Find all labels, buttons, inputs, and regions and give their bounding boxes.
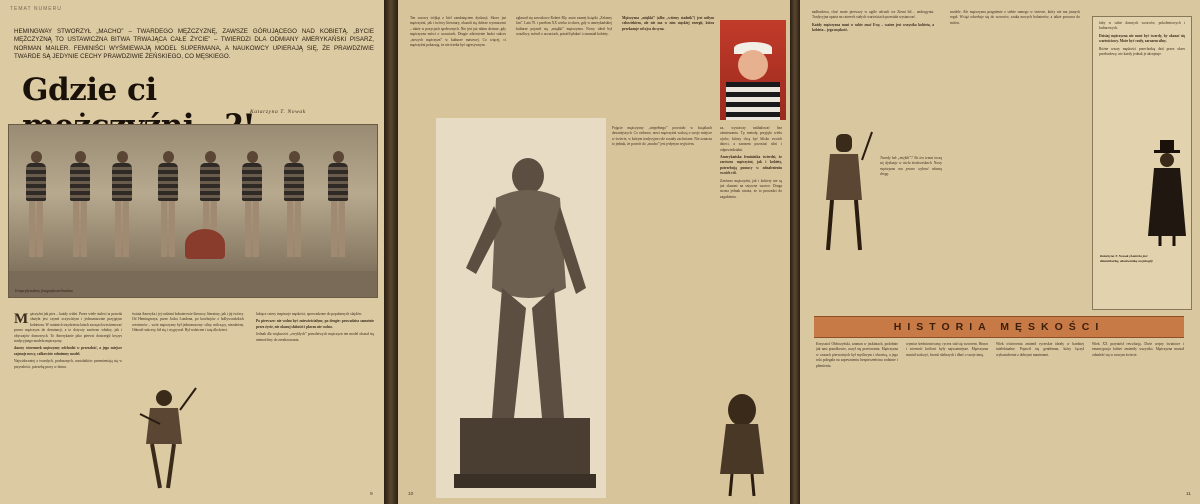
column-1-b (880, 156, 942, 306)
column-1-text-b: Twardy łub „miękki”? Na ten temat toczą się dyskusje w wielu środowiskach. Nowy mężczyzna ma prawo wybrać własną drogę. (880, 156, 942, 177)
baroque-gentleman-illustration (708, 394, 778, 498)
history-column-1 (816, 342, 898, 492)
column-1-text: Ten surowy trójkąt z biel zamknięciem dyskusji. Skoro już mężczyźni, jak i twórcy literatury, okazali się dobrze wyznaczeni – także w pozycjach społecznych. Nie jest już nikim dziwne, gdy mężczyzna mówi o uczuciach. Drugie zdziwienie budzi sukces „nowych mężczyzn” w kulturze masowej. Co więcej, ci mężczyźni pokazują, że nie trzeba być agresywnym. (410, 16, 506, 48)
page-9 (0, 0, 384, 504)
swimmer-figure (325, 151, 351, 259)
history-column-4 (1092, 342, 1184, 492)
swimmer-figure (155, 151, 181, 259)
page-10 (398, 0, 790, 504)
column-3-text: lubiące cztery inspiracje męskości, sprowadzone do popularnych slajdów. (256, 312, 363, 316)
swimmer-figure (239, 151, 265, 259)
column-2 (516, 16, 612, 116)
photo-caption: Grupa pływaków, fotografia archiwalna (15, 289, 73, 293)
knight-illustration (814, 130, 874, 254)
gentleman-in-coat-illustration (1146, 140, 1188, 248)
seated-swimmer (185, 229, 225, 259)
author-caption: Katarzyna T. Nowak (Autorka jest dziennikarką, absolwentką socjologii) (1100, 254, 1153, 263)
spread-gutter (384, 0, 398, 504)
column-1 (410, 16, 506, 116)
column-1-text: ężczyźni jak pies – każdy widzi. Przez wiele stuleci ta prawda służyła jest czymś oczywistym i jednoznacznie przyjętym kobietom. W ostatnich trzydziestu latach zaczęto kwestionować prawo mężczyzn do dominacji, a to dotyczy zarówno władzy, jak i obyczajów domowych. To Amerykanie jako pierwsi dostrzegli kryzys tradycyjnego modelu mężczyzny. (14, 312, 122, 344)
column-1-text-b: Najwidoczniej z twardych, posłusznych, nastolatków przemieniają się w przyszłości, potrzebę pracy w domu. (14, 359, 122, 369)
column-1-text: nadbudowa, choć może pierwszy w ogóle odczuli we Ziemi bil… androgynia. Tradycyjna oparta na czterech stałych wartościach przestała wystarczać. (812, 10, 934, 20)
swimmer-figure (281, 151, 307, 259)
column-1 (14, 312, 122, 492)
sidebar-text-b: Różne wzory męskości przechodzą dziś przez okres przebudowy, nie każdy jednak je akceptuje. (1099, 46, 1185, 57)
column-1-highlight: dawny wizerunek mężczyzny odchodzi w przeszłość, a jego miejsce zajmuje nowy, całkowicie odmienny model. (14, 346, 122, 356)
column-4-text: Pojęcie mężczyzny „niepełnego” powstało w książkach dawniejszych. Co ciekawe, nowi mężczyźni walczą o swoje miejsce w świecie, w którym tradycyjne role zostały zachwiane. Nie oznacza to jednak, że powrót do „macho” jest jedynym wyjściem. (612, 126, 712, 147)
column-1-highlight: Każdy mężczyzna musi w sobie znać Ewę – ważne jest wszystko kobieta, a kobieta – jego męskość. (812, 22, 934, 33)
column-3 (622, 16, 714, 116)
column-5-text: za, wystarczy naśladować bez ośmieszania. Tę metodę przyjęło wielu ojców, którzy chcą być blisko swoich dzieci, a zarazem pozostać silni i odpowiedzialni. (720, 126, 782, 152)
page-number: 11 (1186, 492, 1191, 497)
column-5-text-b: Zarówno mężczyźni, jak i kobiety nie są już skazani na sztywne wzorce. Druga strona jednak uważa, że to prowadzi do zagubienia. (720, 178, 782, 199)
column-5-highlight: Amerykańska feministka twierdzi, że zarówno mężczyźni, jak i kobiety, potrzebują pomocy w odnalezieniu swoich ról. (720, 155, 782, 176)
column-3-highlight: Po pierwsze: nie wolno być zniewieściałym; po drugie: prowadzisz samotnie przez życie, nie okazuj słabości i płaczu nie wolno. (256, 319, 374, 329)
sidebar-text-a: faby w sobie dawnych wzorców, pokoleniowych i kulturowych. (1099, 21, 1185, 31)
sidebar-text (1099, 21, 1185, 141)
swimmer-figure (23, 151, 49, 259)
column-3-highlight: Mężczyzna „miękki” (albo „wtórny stadnik”) jest miłym człowiekiem, ale nie ma w nim męskiej energii, która przekazuje od ojca do syna. (622, 16, 714, 31)
history-column-2 (906, 342, 988, 492)
hercules-statue-illustration (436, 118, 606, 498)
swimmer-figure (67, 151, 93, 259)
page-11 (800, 0, 1200, 504)
column-3-text-b: Jednak dla większości „zwykłych” prawdziwych mężczyzn ten model okazał się niemożliwy do zrealizowania. (256, 332, 374, 342)
column-4 (612, 126, 712, 486)
spread-gutter (790, 0, 800, 504)
swimmer-figure (109, 151, 135, 259)
lead-paragraph: HEMINGWAY STWORZYŁ „MACHO” – TWARDEGO MĘŻCZYZNĘ, ZAWSZE GÓRUJĄCEGO NAD KOBIETĄ. „BYCIE MĘŻCZYZNĄ TO USTAWICZNA BITWA TRWAJĄCA CAŁE ŻYCIE” – TWIERDZI DLA ODMIANY AMERYKAŃSKI PISARZ, NORMAN MAILER. FEMINIŚCI WYŚMIEWAJĄ MODEL SUPERMANA, A NAUKOWCY UPIERAJĄ SIĘ, ŻE PRAWDZIWIE TWARDE SĄ JEDYNIE CECHY PRAWDZIWIE ŻEŃSKIEGO, CO MĘSKIEGO. (14, 28, 374, 61)
column-2-text: zgłaszał się zawodowo Robert Bly, autor znanej książki „Żelazny Jan”. Lata 70. i przełom XX wieku to okres, gdy w amerykańskiej kulturze pojawił się „miękki” mężczyzna. Nowy ideał był wrażliwy, mówił o uczuciach, potrafił płakać i rozumiał kobiety. (516, 16, 612, 37)
history-column-2-text: wymiar średniowieczny, rycerz stał się wzorcem. Honor i wierność królowi były najważniejsze. Mężczyzna musiał walczyć, bronić słabszych i dbać o swoje imię. (906, 342, 988, 357)
column-1 (812, 10, 934, 122)
history-column-3-text: Wiek oświecenia zmienił rycerskie ideały w bardziej intelektualne. Pojawił się gentleman, który łączył wykształcenie z dobrymi manierami. (996, 342, 1084, 357)
column-2-text: modele. Ale mężczyzna pragnienie z siebie samego w świecie, który nie ma jasnych reguł. Wciąż odwołuje się do wzorców, szuka nowych bohaterów, a także powraca do mitów. (950, 10, 1080, 25)
page-number: 9 (370, 492, 373, 497)
sailor-portrait (720, 20, 786, 120)
history-title-band: HISTORIA MĘSKOŚCI (814, 316, 1184, 338)
drop-cap: M (14, 312, 29, 327)
history-column-1-text: Krzysztof Obłoczyński, szaman w jaskiniach, podobnie jak nasi przodkowie, uczył się przetrwania. Mężczyzna w czasach pierwotnych był myśliwym i obrońcą, a jego rola polegała na zapewnieniu bezpieczeństwa rodzinie i plemieniu. (816, 342, 898, 368)
section-kicker: TEMAT NUMERU (10, 6, 62, 12)
page-number: 10 (408, 492, 414, 497)
swimmers-photo (8, 124, 378, 298)
column-3 (256, 312, 374, 492)
byline: Katarzyna T. Nowak (250, 109, 306, 115)
column-2-text: świata Ameryka i jej rodzimi bohaterowie literaccy literatury, jak i jej twórcy. Od Hemingwaya, przez Jacka Londona, po kowbojów z hollywoodzkich westernów – wzór mężczyzny był jednoznaczny: silny, milczący, niezależny. Odnosił sukcesy, bił się i wygrywał. Był rodzicem i tatą dla dzieci. (132, 312, 244, 333)
historical-soldier-illustration (130, 384, 200, 494)
history-column-4-text: Wiek XX przyniósł rewolucję. Dwie wojny światowe i emancypacja kobiet zmieniły wszystko. Mężczyzna musiał odnaleźć się w nowym świecie. (1092, 342, 1184, 357)
sidebar-highlight: Dzisiaj mężczyzna nie musi być twardy, by okazać się wartościowy. Może być czuły, zarazem silny. (1099, 33, 1185, 44)
article-headline: Gdzie ci (22, 72, 157, 108)
history-column-3 (996, 342, 1084, 492)
column-2 (950, 10, 1080, 306)
